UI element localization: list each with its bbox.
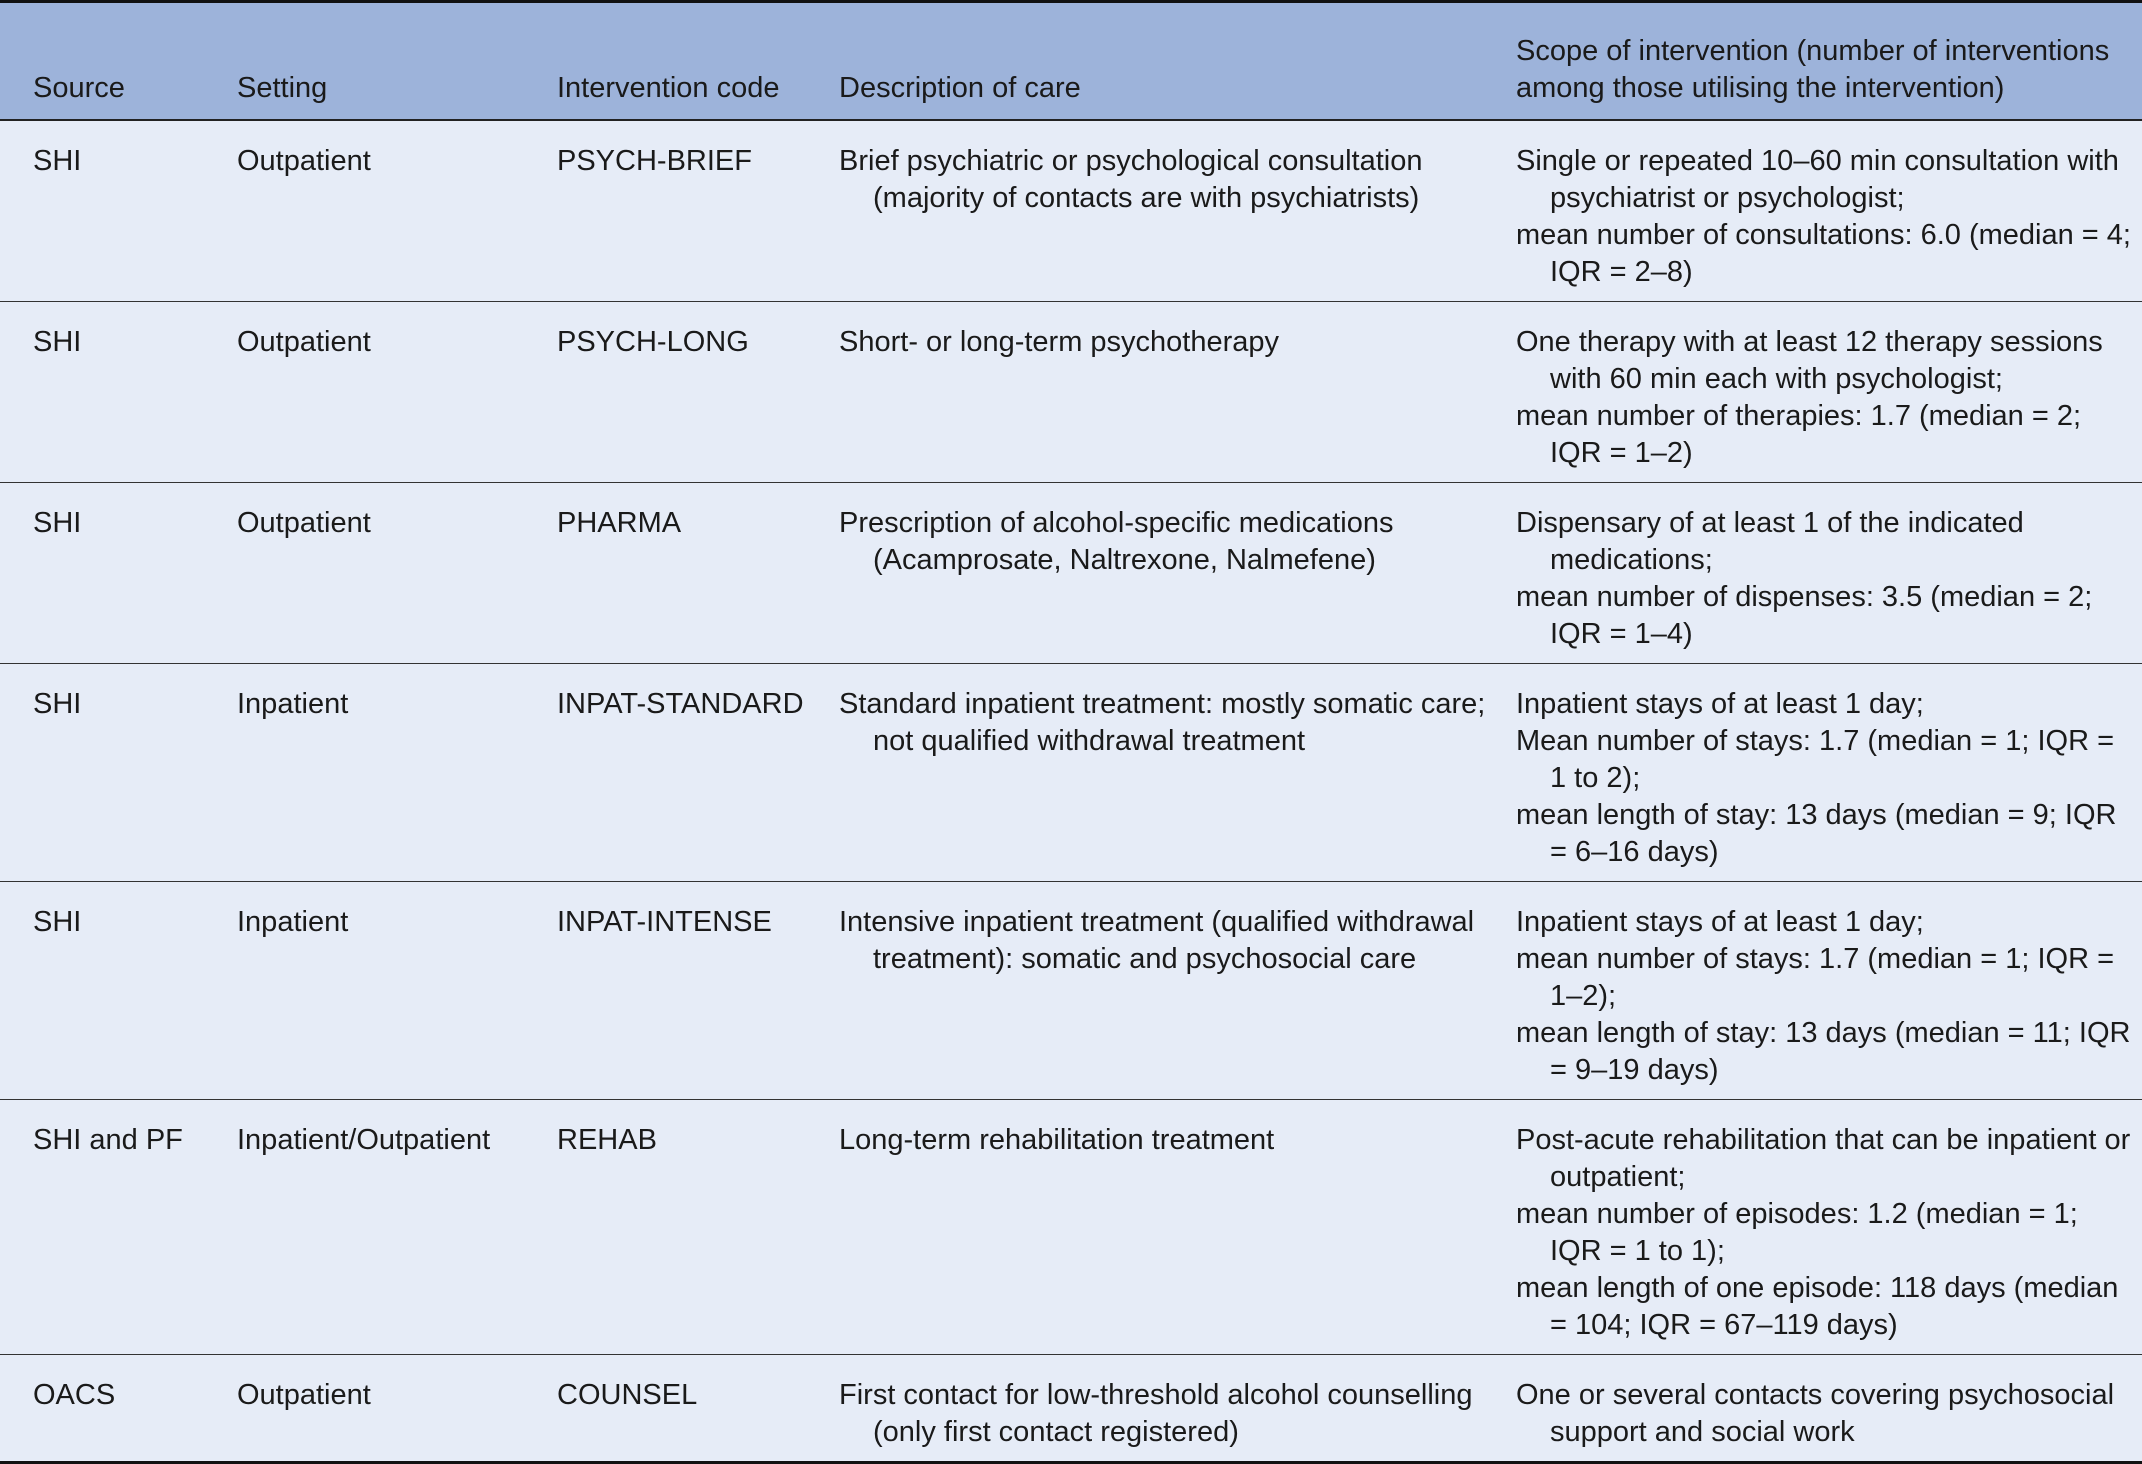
description-text: Long-term rehabilitation treatment — [839, 1123, 1275, 1156]
cell-code: PSYCH-BRIEF — [547, 120, 829, 302]
table-row — [0, 482, 2142, 663]
cell-scope — [1506, 482, 2142, 663]
cell-source: SHI — [0, 482, 227, 663]
cell-setting: Inpatient — [227, 663, 547, 881]
cell-description — [829, 482, 1506, 663]
description-text: Standard inpatient treatment: mostly somatic care; not qualified withdrawal treatment — [839, 687, 1486, 757]
header-description: Description of care — [829, 2, 1506, 120]
description-text: Intensive inpatient treatment (qualified withdrawal treatment): somatic and psychosocial care — [839, 905, 1475, 975]
header-intervention-code: Intervention code — [547, 2, 829, 120]
description-text: Brief psychiatric or psychological consultation (majority of contacts are with psychiatrists) — [839, 144, 1423, 214]
scope-line: One therapy with at least 12 therapy sessions with 60 min each with psychologist; — [1516, 325, 2103, 395]
cell-scope — [1506, 120, 2142, 302]
scope-line: mean length of stay: 13 days (median = 11; IQR = 9–19 days) — [1516, 1016, 2131, 1086]
cell-scope — [1506, 1354, 2142, 1462]
scope-line: One or several contacts covering psychosocial support and social work — [1516, 1378, 2115, 1448]
cell-source: SHI — [0, 881, 227, 1099]
table-row — [0, 301, 2142, 482]
scope-line: mean number of therapies: 1.7 (median = 2; IQR = 1–2) — [1516, 399, 2082, 469]
cell-source: OACS — [0, 1354, 227, 1462]
cell-setting: Outpatient — [227, 482, 547, 663]
scope-line: mean length of one episode: 118 days (median = 104; IQR = 67–119 days) — [1516, 1271, 2119, 1341]
table-row — [0, 881, 2142, 1099]
cell-description — [829, 301, 1506, 482]
cell-source: SHI — [0, 301, 227, 482]
table-row — [0, 120, 2142, 302]
cell-setting: Outpatient — [227, 1354, 547, 1462]
cell-code: INPAT-STANDARD — [547, 663, 829, 881]
cell-description — [829, 663, 1506, 881]
table-row — [0, 1354, 2142, 1462]
cell-setting: Outpatient — [227, 120, 547, 302]
description-text: First contact for low-threshold alcohol counselling (only first contact registered) — [839, 1378, 1473, 1448]
description-text: Prescription of alcohol-specific medications (Acamprosate, Naltrexone, Nalmefene) — [839, 506, 1394, 576]
cell-scope — [1506, 301, 2142, 482]
cell-code: PSYCH-LONG — [547, 301, 829, 482]
scope-line: mean number of stays: 1.7 (median = 1; IQR = 1–2); — [1516, 942, 2115, 1012]
cell-source: SHI — [0, 120, 227, 302]
scope-line: Single or repeated 10–60 min consultation with psychiatrist or psychologist; — [1516, 144, 2119, 214]
table-body — [0, 120, 2142, 1463]
table-header — [0, 2, 2142, 120]
table-row — [0, 663, 2142, 881]
header-setting: Setting — [227, 2, 547, 120]
cell-scope — [1506, 663, 2142, 881]
cell-code: COUNSEL — [547, 1354, 829, 1462]
scope-line: mean number of dispenses: 3.5 (median = 2; IQR = 1–4) — [1516, 580, 2093, 650]
cell-description — [829, 120, 1506, 302]
cell-setting: Outpatient — [227, 301, 547, 482]
cell-code: REHAB — [547, 1099, 829, 1354]
cell-description — [829, 881, 1506, 1099]
cell-source: SHI and PF — [0, 1099, 227, 1354]
table-row — [0, 1099, 2142, 1354]
scope-line: mean number of consultations: 6.0 (median = 4; IQR = 2–8) — [1516, 218, 2131, 288]
cell-setting: Inpatient/Outpatient — [227, 1099, 547, 1354]
header-source: Source — [0, 2, 227, 120]
cell-scope — [1506, 881, 2142, 1099]
cell-description — [829, 1099, 1506, 1354]
scope-line: Post-acute rehabilitation that can be inpatient or outpatient; — [1516, 1123, 2131, 1193]
cell-scope — [1506, 1099, 2142, 1354]
cell-code: PHARMA — [547, 482, 829, 663]
header-scope: Scope of intervention (number of interventions among those utilising the intervention) — [1506, 2, 2142, 120]
scope-line: Inpatient stays of at least 1 day; — [1516, 905, 1924, 938]
cell-setting: Inpatient — [227, 881, 547, 1099]
cell-description — [829, 1354, 1506, 1462]
scope-line: Inpatient stays of at least 1 day; — [1516, 687, 1924, 720]
cell-code: INPAT-INTENSE — [547, 881, 829, 1099]
description-text: Short- or long-term psychotherapy — [839, 325, 1280, 358]
scope-line: Dispensary of at least 1 of the indicated medications; — [1516, 506, 2024, 576]
scope-line: Mean number of stays: 1.7 (median = 1; IQR = 1 to 2); — [1516, 724, 2115, 794]
scope-line: mean length of stay: 13 days (median = 9; IQR = 6–16 days) — [1516, 798, 2117, 868]
header-row — [0, 2, 2142, 120]
scope-line: mean number of episodes: 1.2 (median = 1; IQR = 1 to 1); — [1516, 1197, 2078, 1267]
cell-source: SHI — [0, 663, 227, 881]
